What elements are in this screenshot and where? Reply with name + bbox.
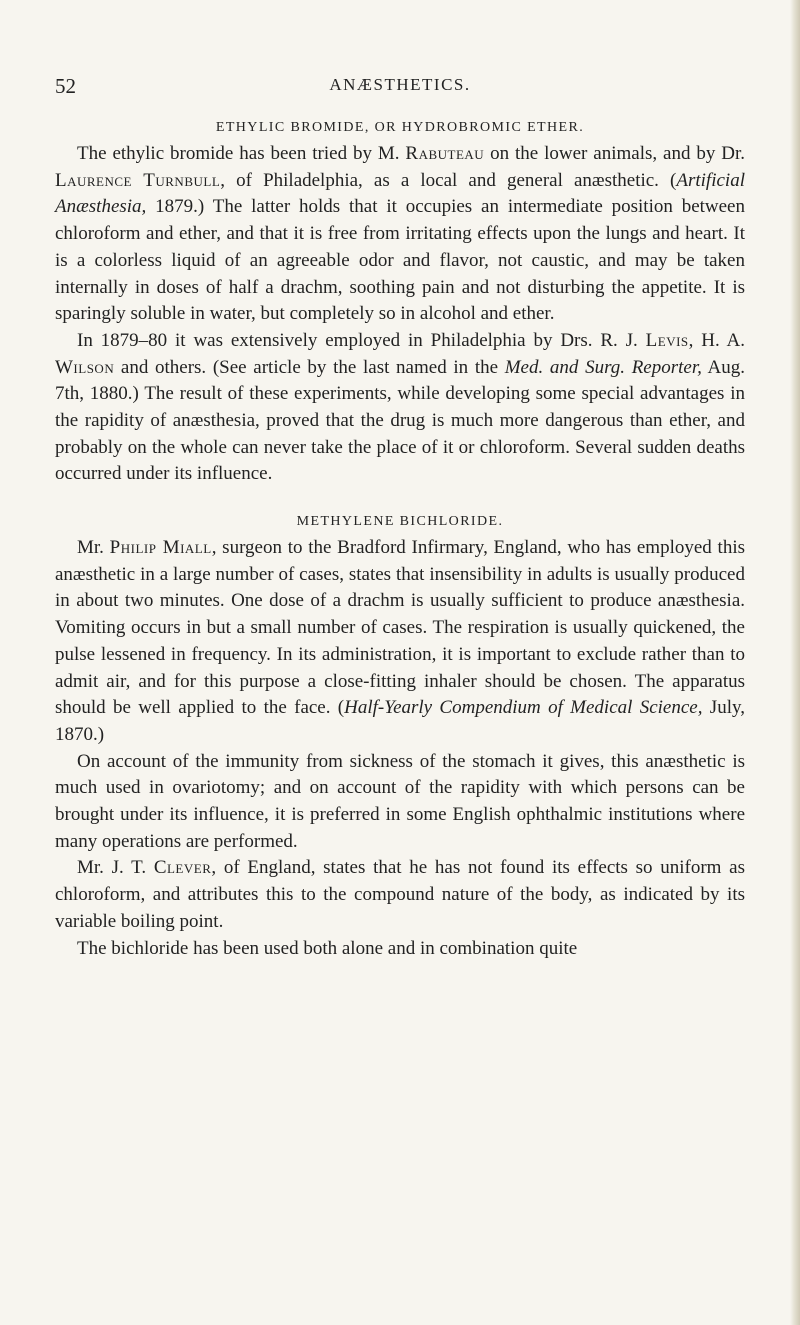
paragraph: [55, 328, 745, 488]
text-run: , of England, states that he has not found its effects so uniform as chloroform, and attributes this to the compound nature of the body, as indicated by its variable boiling point.: [55, 857, 745, 932]
proper-name: Rabuteau: [405, 143, 485, 164]
proper-name: Philip Miall: [109, 537, 212, 558]
paragraph: [55, 855, 745, 935]
text-run: Mr. J. T.: [77, 857, 154, 879]
paragraph: [55, 141, 745, 328]
text-run: , H. A.: [688, 329, 745, 351]
text-run: The ethylic bromide has been tried by M.: [77, 143, 406, 164]
section-heading-methylene-bichloride: METHYLENE BICHLORIDE.: [296, 514, 504, 529]
proper-name: Laurence Turnbull: [55, 169, 221, 191]
citation-title: Med. and Surg. Reporter,: [504, 356, 702, 378]
text-run: In 1879–80 it was extensively employed in Philadelphia by Drs. R. J.: [77, 329, 646, 351]
proper-name: Levis: [645, 329, 689, 351]
text-run: Mr.: [77, 537, 110, 558]
page-edge: [790, 0, 800, 1325]
text-run: and others. (See article by the last named in the: [114, 356, 505, 378]
text-run: On account of the immunity from sickness of the stomach it gives, this anæsthetic is much used in ovariotomy; and on account of the rapidity with which persons can be brought under its influence, it is preferred in some English ophthalmic institutions where many operations are performed.: [55, 750, 745, 852]
section-body-ethylic-bromide: [55, 141, 745, 488]
citation-title: Half-Yearly Compendium of Medical Science,: [344, 697, 703, 719]
running-head: [55, 74, 745, 100]
paragraph: [55, 749, 745, 856]
text-run: Aug. 7th, 1880.) The result of these experiments, while developing some special advantages in the rapidity of anæsthesia, proved that the drug is much more dangerous than ether, and probably on the whole can never take the place of it or chloroform. Several sudden deaths occurred under its influence.: [55, 356, 745, 485]
proper-name: Clever: [153, 857, 212, 879]
section-body-methylene-bichloride: [55, 535, 745, 962]
text-run: July, 1870.): [55, 697, 745, 745]
citation-title: Artificial Anæsthesia,: [55, 169, 745, 218]
page-number: 52: [55, 74, 76, 98]
text-run: 1879.) The latter holds that it occupies an intermediate position between chloroform and ether, and that it is free from irritating effects upon the lungs and heart. It is a colorless liquid of an agreeable odor and flavor, not caustic, and may be taken internally in doses of half a drachm, soothing pain and not disturbing the appetite. It is sparingly soluble in water, but completely so in alcohol and ether.: [55, 196, 745, 325]
text-run: on the lower animals, and by Dr.: [484, 143, 745, 164]
paragraph: [55, 936, 745, 963]
running-title: ANÆSTHETICS.: [329, 75, 471, 94]
text-run: , surgeon to the Bradford Infirmary, England, who has employed this anæsthetic in a large number of cases, states that insensibility in adults is usually produced in about two minutes. One dose of a drachm is usually sufficient to produce anæsthesia. Vomiting occurs in but a small number of cases. The respiration is usually quickened, the pulse lessened in frequency. In its administration, it is important to exclude rather than to admit air, and for this purpose a close-fitting inhaler should be chosen. The apparatus should be well applied to the face. (: [55, 537, 745, 719]
proper-name: Wilson: [55, 356, 115, 378]
paragraph: [55, 535, 745, 749]
text-run: , of Philadelphia, as a local and general anæsthetic. (: [220, 169, 677, 191]
section-heading-ethylic-bromide: ETHYLIC BROMIDE, OR HYDROBROMIC ETHER.: [215, 120, 585, 135]
text-run: The bichloride has been used both alone and in combination quite: [77, 937, 578, 959]
